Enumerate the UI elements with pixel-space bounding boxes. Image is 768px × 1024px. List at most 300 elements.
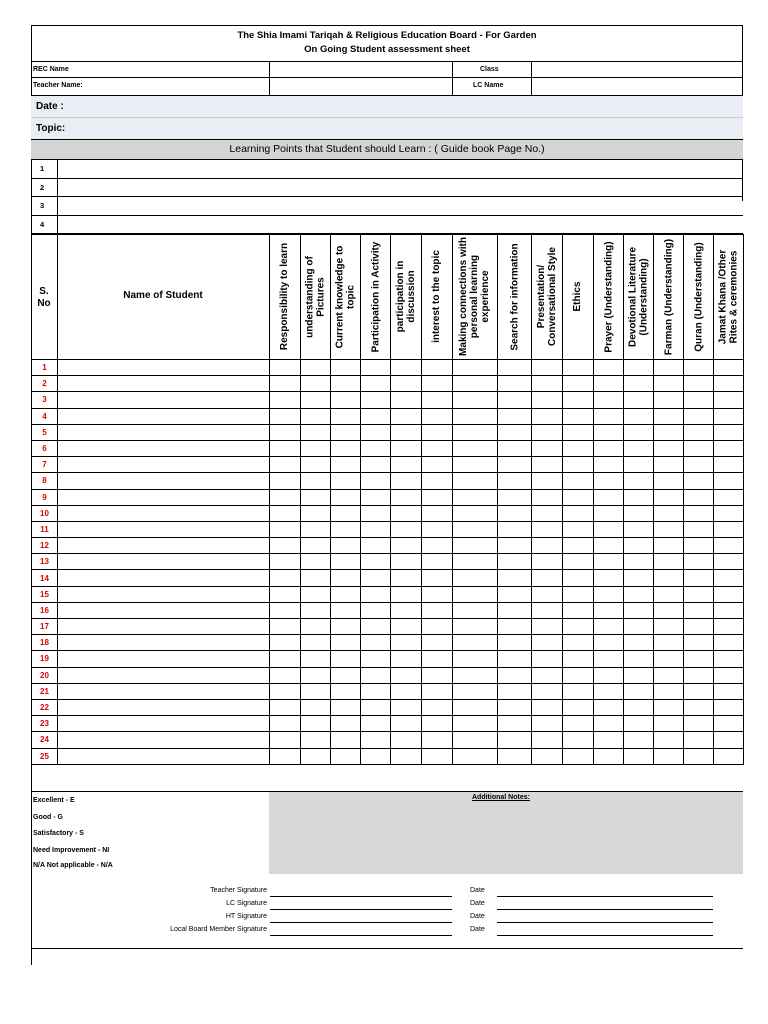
assessment-cell[interactable]: [498, 521, 532, 537]
assessment-cell[interactable]: [270, 699, 301, 715]
assessment-cell[interactable]: [331, 392, 361, 408]
assessment-cell[interactable]: [594, 667, 624, 683]
assessment-cell[interactable]: [654, 619, 684, 635]
assessment-cell[interactable]: [422, 716, 453, 732]
assessment-cell[interactable]: [624, 602, 654, 618]
assessment-cell[interactable]: [498, 554, 532, 570]
assessment-cell[interactable]: [422, 667, 453, 683]
assessment-cell[interactable]: [301, 538, 331, 554]
assessment-cell[interactable]: [498, 376, 532, 392]
assessment-cell[interactable]: [654, 521, 684, 537]
assessment-cell[interactable]: [391, 716, 422, 732]
assessment-cell[interactable]: [594, 376, 624, 392]
assessment-cell[interactable]: [270, 602, 301, 618]
assessment-cell[interactable]: [361, 408, 391, 424]
assessment-cell[interactable]: [301, 651, 331, 667]
assessment-cell[interactable]: [654, 538, 684, 554]
assessment-cell[interactable]: [422, 651, 453, 667]
assessment-cell[interactable]: [532, 440, 563, 456]
assessment-cell[interactable]: [422, 586, 453, 602]
assessment-cell[interactable]: [331, 408, 361, 424]
assessment-cell[interactable]: [684, 505, 714, 521]
assessment-cell[interactable]: [498, 440, 532, 456]
assessment-cell[interactable]: [453, 732, 498, 748]
student-name-cell[interactable]: [58, 392, 270, 408]
learning-point-row[interactable]: [31, 216, 743, 235]
assessment-cell[interactable]: [563, 586, 594, 602]
assessment-cell[interactable]: [301, 457, 331, 473]
assessment-cell[interactable]: [714, 602, 744, 618]
assessment-cell[interactable]: [301, 683, 331, 699]
assessment-cell[interactable]: [594, 635, 624, 651]
learning-point-row[interactable]: [31, 179, 743, 198]
assessment-cell[interactable]: [361, 457, 391, 473]
assessment-cell[interactable]: [270, 424, 301, 440]
assessment-cell[interactable]: [563, 521, 594, 537]
student-name-cell[interactable]: [58, 635, 270, 651]
assessment-cell[interactable]: [361, 683, 391, 699]
assessment-cell[interactable]: [361, 699, 391, 715]
assessment-cell[interactable]: [391, 651, 422, 667]
assessment-cell[interactable]: [422, 440, 453, 456]
assessment-cell[interactable]: [624, 619, 654, 635]
assessment-cell[interactable]: [563, 570, 594, 586]
assessment-cell[interactable]: [391, 505, 422, 521]
assessment-cell[interactable]: [391, 667, 422, 683]
assessment-cell[interactable]: [422, 392, 453, 408]
assessment-cell[interactable]: [453, 457, 498, 473]
assessment-cell[interactable]: [361, 440, 391, 456]
assessment-cell[interactable]: [654, 554, 684, 570]
student-name-cell[interactable]: [58, 360, 270, 376]
assessment-cell[interactable]: [594, 570, 624, 586]
assessment-cell[interactable]: [498, 457, 532, 473]
assessment-cell[interactable]: [714, 635, 744, 651]
assessment-cell[interactable]: [498, 667, 532, 683]
assessment-cell[interactable]: [361, 424, 391, 440]
assessment-cell[interactable]: [532, 732, 563, 748]
assessment-cell[interactable]: [563, 651, 594, 667]
student-name-cell[interactable]: [58, 732, 270, 748]
assessment-cell[interactable]: [684, 489, 714, 505]
assessment-cell[interactable]: [301, 667, 331, 683]
assessment-cell[interactable]: [453, 473, 498, 489]
assessment-cell[interactable]: [532, 699, 563, 715]
assessment-cell[interactable]: [624, 360, 654, 376]
assessment-cell[interactable]: [563, 619, 594, 635]
assessment-cell[interactable]: [270, 586, 301, 602]
teacher-name-field[interactable]: [270, 78, 451, 94]
assessment-cell[interactable]: [498, 392, 532, 408]
assessment-cell[interactable]: [654, 748, 684, 764]
signature-line[interactable]: [270, 922, 452, 923]
assessment-cell[interactable]: [498, 748, 532, 764]
assessment-cell[interactable]: [594, 732, 624, 748]
assessment-cell[interactable]: [684, 457, 714, 473]
assessment-cell[interactable]: [654, 376, 684, 392]
date-band[interactable]: [31, 96, 743, 117]
assessment-cell[interactable]: [331, 473, 361, 489]
assessment-cell[interactable]: [714, 392, 744, 408]
assessment-cell[interactable]: [453, 748, 498, 764]
assessment-cell[interactable]: [422, 473, 453, 489]
assessment-cell[interactable]: [654, 699, 684, 715]
assessment-cell[interactable]: [301, 732, 331, 748]
assessment-cell[interactable]: [301, 635, 331, 651]
student-name-cell[interactable]: [58, 748, 270, 764]
assessment-cell[interactable]: [391, 538, 422, 554]
assessment-cell[interactable]: [594, 424, 624, 440]
assessment-cell[interactable]: [422, 360, 453, 376]
assessment-cell[interactable]: [331, 732, 361, 748]
assessment-cell[interactable]: [563, 376, 594, 392]
student-name-cell[interactable]: [58, 554, 270, 570]
assessment-cell[interactable]: [684, 473, 714, 489]
class-field[interactable]: [532, 62, 742, 77]
student-name-cell[interactable]: [58, 619, 270, 635]
assessment-cell[interactable]: [422, 732, 453, 748]
assessment-cell[interactable]: [301, 392, 331, 408]
assessment-cell[interactable]: [563, 505, 594, 521]
assessment-cell[interactable]: [301, 489, 331, 505]
assessment-cell[interactable]: [331, 602, 361, 618]
assessment-cell[interactable]: [301, 619, 331, 635]
assessment-cell[interactable]: [301, 440, 331, 456]
assessment-cell[interactable]: [270, 360, 301, 376]
assessment-cell[interactable]: [453, 360, 498, 376]
assessment-cell[interactable]: [532, 376, 563, 392]
assessment-cell[interactable]: [594, 360, 624, 376]
assessment-cell[interactable]: [331, 440, 361, 456]
assessment-cell[interactable]: [624, 716, 654, 732]
assessment-cell[interactable]: [563, 716, 594, 732]
assessment-cell[interactable]: [270, 440, 301, 456]
assessment-cell[interactable]: [391, 570, 422, 586]
assessment-cell[interactable]: [624, 748, 654, 764]
assessment-cell[interactable]: [422, 619, 453, 635]
assessment-cell[interactable]: [391, 683, 422, 699]
assessment-cell[interactable]: [714, 489, 744, 505]
assessment-cell[interactable]: [301, 570, 331, 586]
assessment-cell[interactable]: [453, 699, 498, 715]
assessment-cell[interactable]: [563, 424, 594, 440]
assessment-cell[interactable]: [301, 748, 331, 764]
assessment-cell[interactable]: [453, 489, 498, 505]
student-name-cell[interactable]: [58, 505, 270, 521]
assessment-cell[interactable]: [684, 424, 714, 440]
assessment-cell[interactable]: [563, 635, 594, 651]
assessment-cell[interactable]: [301, 376, 331, 392]
assessment-cell[interactable]: [654, 602, 684, 618]
assessment-cell[interactable]: [563, 667, 594, 683]
assessment-cell[interactable]: [714, 505, 744, 521]
assessment-cell[interactable]: [654, 586, 684, 602]
assessment-cell[interactable]: [270, 554, 301, 570]
assessment-cell[interactable]: [453, 408, 498, 424]
assessment-cell[interactable]: [654, 424, 684, 440]
assessment-cell[interactable]: [361, 619, 391, 635]
assessment-cell[interactable]: [624, 473, 654, 489]
assessment-cell[interactable]: [331, 748, 361, 764]
assessment-cell[interactable]: [684, 602, 714, 618]
assessment-cell[interactable]: [270, 392, 301, 408]
assessment-cell[interactable]: [563, 732, 594, 748]
learning-point-row[interactable]: [31, 160, 743, 179]
assessment-cell[interactable]: [422, 489, 453, 505]
assessment-cell[interactable]: [532, 424, 563, 440]
assessment-cell[interactable]: [624, 408, 654, 424]
assessment-cell[interactable]: [361, 602, 391, 618]
assessment-cell[interactable]: [391, 521, 422, 537]
assessment-cell[interactable]: [270, 457, 301, 473]
assessment-cell[interactable]: [361, 586, 391, 602]
assessment-cell[interactable]: [532, 505, 563, 521]
assessment-cell[interactable]: [331, 424, 361, 440]
assessment-cell[interactable]: [654, 651, 684, 667]
assessment-cell[interactable]: [594, 619, 624, 635]
assessment-cell[interactable]: [563, 538, 594, 554]
assessment-cell[interactable]: [361, 376, 391, 392]
assessment-cell[interactable]: [654, 408, 684, 424]
assessment-cell[interactable]: [714, 732, 744, 748]
assessment-cell[interactable]: [270, 376, 301, 392]
date-line[interactable]: [497, 922, 713, 923]
assessment-cell[interactable]: [391, 473, 422, 489]
assessment-cell[interactable]: [624, 489, 654, 505]
assessment-cell[interactable]: [453, 376, 498, 392]
assessment-cell[interactable]: [498, 683, 532, 699]
assessment-cell[interactable]: [453, 602, 498, 618]
assessment-cell[interactable]: [301, 360, 331, 376]
assessment-cell[interactable]: [714, 683, 744, 699]
assessment-cell[interactable]: [331, 457, 361, 473]
assessment-cell[interactable]: [594, 602, 624, 618]
assessment-cell[interactable]: [714, 554, 744, 570]
assessment-cell[interactable]: [532, 748, 563, 764]
assessment-cell[interactable]: [684, 683, 714, 699]
assessment-cell[interactable]: [422, 424, 453, 440]
assessment-cell[interactable]: [361, 360, 391, 376]
assessment-cell[interactable]: [563, 699, 594, 715]
assessment-cell[interactable]: [594, 683, 624, 699]
assessment-cell[interactable]: [270, 716, 301, 732]
assessment-cell[interactable]: [594, 392, 624, 408]
assessment-cell[interactable]: [532, 457, 563, 473]
assessment-cell[interactable]: [391, 748, 422, 764]
assessment-cell[interactable]: [654, 473, 684, 489]
assessment-cell[interactable]: [563, 683, 594, 699]
student-name-cell[interactable]: [58, 473, 270, 489]
assessment-cell[interactable]: [270, 635, 301, 651]
assessment-cell[interactable]: [532, 619, 563, 635]
assessment-cell[interactable]: [453, 570, 498, 586]
assessment-cell[interactable]: [391, 586, 422, 602]
assessment-cell[interactable]: [684, 716, 714, 732]
assessment-cell[interactable]: [422, 376, 453, 392]
assessment-cell[interactable]: [654, 457, 684, 473]
student-name-cell[interactable]: [58, 489, 270, 505]
assessment-cell[interactable]: [594, 716, 624, 732]
assessment-cell[interactable]: [532, 538, 563, 554]
assessment-cell[interactable]: [532, 683, 563, 699]
assessment-cell[interactable]: [532, 635, 563, 651]
assessment-cell[interactable]: [714, 521, 744, 537]
assessment-cell[interactable]: [684, 667, 714, 683]
assessment-cell[interactable]: [498, 635, 532, 651]
assessment-cell[interactable]: [654, 667, 684, 683]
student-name-cell[interactable]: [58, 538, 270, 554]
assessment-cell[interactable]: [532, 586, 563, 602]
assessment-cell[interactable]: [714, 619, 744, 635]
assessment-cell[interactable]: [594, 586, 624, 602]
assessment-cell[interactable]: [391, 554, 422, 570]
assessment-cell[interactable]: [422, 408, 453, 424]
learning-point-row[interactable]: [31, 197, 743, 216]
assessment-cell[interactable]: [391, 489, 422, 505]
assessment-cell[interactable]: [270, 619, 301, 635]
assessment-cell[interactable]: [453, 635, 498, 651]
signature-line[interactable]: [270, 909, 452, 910]
assessment-cell[interactable]: [331, 360, 361, 376]
assessment-cell[interactable]: [361, 473, 391, 489]
assessment-cell[interactable]: [453, 651, 498, 667]
assessment-cell[interactable]: [270, 732, 301, 748]
assessment-cell[interactable]: [498, 586, 532, 602]
assessment-cell[interactable]: [361, 521, 391, 537]
assessment-cell[interactable]: [594, 489, 624, 505]
assessment-cell[interactable]: [624, 635, 654, 651]
assessment-cell[interactable]: [331, 651, 361, 667]
assessment-cell[interactable]: [684, 699, 714, 715]
assessment-cell[interactable]: [453, 440, 498, 456]
assessment-cell[interactable]: [331, 667, 361, 683]
assessment-cell[interactable]: [361, 667, 391, 683]
assessment-cell[interactable]: [684, 521, 714, 537]
assessment-cell[interactable]: [563, 554, 594, 570]
assessment-cell[interactable]: [301, 408, 331, 424]
assessment-cell[interactable]: [453, 521, 498, 537]
assessment-cell[interactable]: [270, 683, 301, 699]
assessment-cell[interactable]: [498, 489, 532, 505]
assessment-cell[interactable]: [498, 538, 532, 554]
assessment-cell[interactable]: [498, 570, 532, 586]
assessment-cell[interactable]: [714, 440, 744, 456]
assessment-cell[interactable]: [563, 440, 594, 456]
assessment-cell[interactable]: [391, 635, 422, 651]
assessment-cell[interactable]: [654, 360, 684, 376]
assessment-cell[interactable]: [422, 602, 453, 618]
assessment-cell[interactable]: [532, 651, 563, 667]
assessment-cell[interactable]: [594, 457, 624, 473]
assessment-cell[interactable]: [270, 489, 301, 505]
assessment-cell[interactable]: [422, 570, 453, 586]
assessment-cell[interactable]: [563, 489, 594, 505]
assessment-cell[interactable]: [714, 667, 744, 683]
student-name-cell[interactable]: [58, 408, 270, 424]
assessment-cell[interactable]: [654, 716, 684, 732]
assessment-cell[interactable]: [391, 619, 422, 635]
assessment-cell[interactable]: [594, 538, 624, 554]
assessment-cell[interactable]: [453, 619, 498, 635]
assessment-cell[interactable]: [331, 570, 361, 586]
assessment-cell[interactable]: [270, 408, 301, 424]
assessment-cell[interactable]: [361, 538, 391, 554]
assessment-cell[interactable]: [331, 554, 361, 570]
assessment-cell[interactable]: [684, 570, 714, 586]
student-name-cell[interactable]: [58, 716, 270, 732]
assessment-cell[interactable]: [714, 570, 744, 586]
assessment-cell[interactable]: [391, 602, 422, 618]
assessment-cell[interactable]: [391, 392, 422, 408]
assessment-cell[interactable]: [654, 570, 684, 586]
assessment-cell[interactable]: [654, 505, 684, 521]
assessment-cell[interactable]: [563, 408, 594, 424]
assessment-cell[interactable]: [331, 699, 361, 715]
assessment-cell[interactable]: [532, 570, 563, 586]
assessment-cell[interactable]: [563, 748, 594, 764]
assessment-cell[interactable]: [532, 489, 563, 505]
lc-name-field[interactable]: [532, 78, 742, 94]
assessment-cell[interactable]: [361, 554, 391, 570]
assessment-cell[interactable]: [331, 489, 361, 505]
assessment-cell[interactable]: [361, 570, 391, 586]
assessment-cell[interactable]: [594, 505, 624, 521]
assessment-cell[interactable]: [684, 360, 714, 376]
assessment-cell[interactable]: [624, 683, 654, 699]
assessment-cell[interactable]: [714, 408, 744, 424]
assessment-cell[interactable]: [684, 392, 714, 408]
assessment-cell[interactable]: [532, 392, 563, 408]
assessment-cell[interactable]: [498, 473, 532, 489]
signature-line[interactable]: [270, 896, 452, 897]
assessment-cell[interactable]: [624, 505, 654, 521]
assessment-cell[interactable]: [624, 538, 654, 554]
assessment-cell[interactable]: [498, 651, 532, 667]
assessment-cell[interactable]: [532, 716, 563, 732]
student-name-cell[interactable]: [58, 521, 270, 537]
assessment-cell[interactable]: [654, 489, 684, 505]
assessment-cell[interactable]: [624, 440, 654, 456]
assessment-cell[interactable]: [422, 683, 453, 699]
assessment-cell[interactable]: [301, 699, 331, 715]
assessment-cell[interactable]: [301, 602, 331, 618]
assessment-cell[interactable]: [624, 732, 654, 748]
assessment-cell[interactable]: [594, 554, 624, 570]
assessment-cell[interactable]: [361, 392, 391, 408]
assessment-cell[interactable]: [391, 424, 422, 440]
assessment-cell[interactable]: [563, 602, 594, 618]
assessment-cell[interactable]: [453, 424, 498, 440]
assessment-cell[interactable]: [331, 683, 361, 699]
student-name-cell[interactable]: [58, 651, 270, 667]
assessment-cell[interactable]: [498, 424, 532, 440]
student-name-cell[interactable]: [58, 570, 270, 586]
assessment-cell[interactable]: [624, 521, 654, 537]
assessment-cell[interactable]: [532, 360, 563, 376]
assessment-cell[interactable]: [498, 699, 532, 715]
assessment-cell[interactable]: [422, 521, 453, 537]
assessment-cell[interactable]: [684, 408, 714, 424]
student-name-cell[interactable]: [58, 586, 270, 602]
assessment-cell[interactable]: [594, 521, 624, 537]
assessment-cell[interactable]: [498, 360, 532, 376]
rec-name-field[interactable]: [270, 62, 451, 77]
assessment-cell[interactable]: [624, 457, 654, 473]
signature-line[interactable]: [270, 935, 452, 936]
assessment-cell[interactable]: [498, 732, 532, 748]
assessment-cell[interactable]: [391, 408, 422, 424]
assessment-cell[interactable]: [684, 554, 714, 570]
